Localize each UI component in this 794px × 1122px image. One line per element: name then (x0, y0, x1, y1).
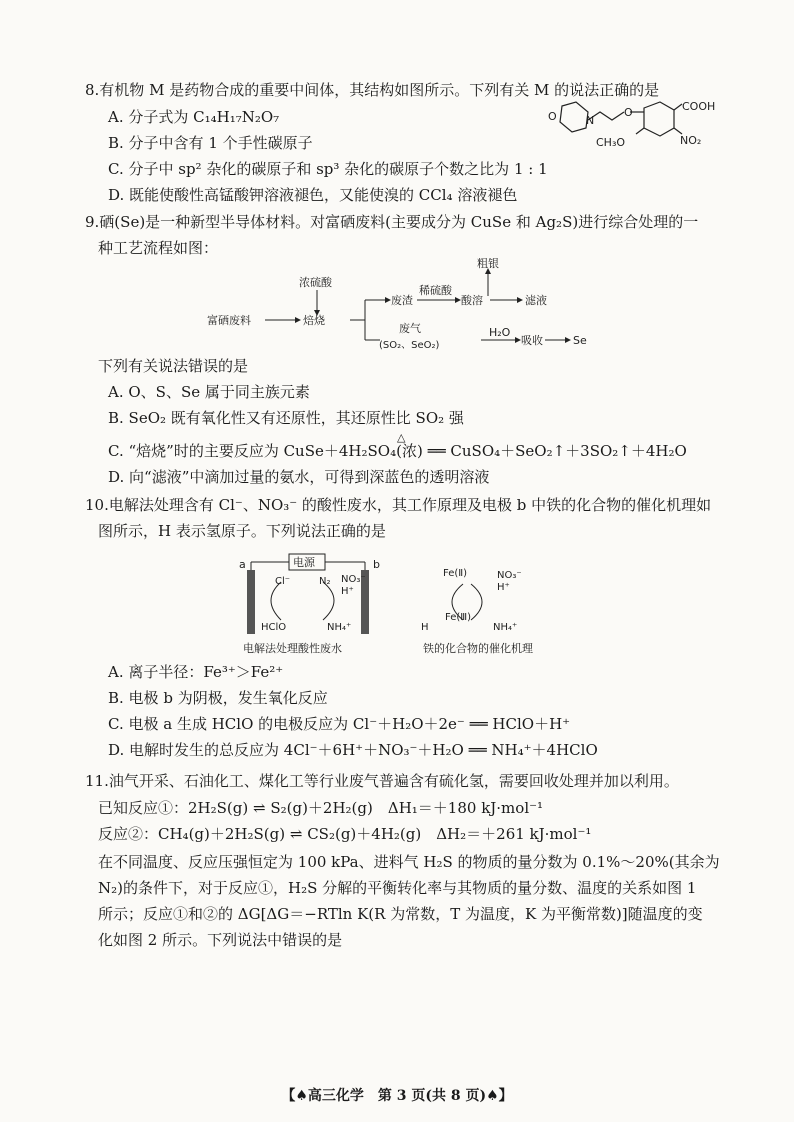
cat-nitrate-label: NO₃⁻ (497, 570, 522, 581)
q10-option-c: C. 电极 a 生成 HClO 的电极反应为 Cl⁻＋H₂O＋2e⁻ ══ HClO＋H⁺ (108, 715, 571, 733)
ammonium-label: NH₄⁺ (327, 622, 352, 633)
flow-dil-acid: 稀硫酸 (419, 284, 452, 297)
h-atom-label: H (421, 622, 429, 633)
flow-gas-composition: (SO₂、SeO₂) (379, 340, 440, 351)
cooh-label: COOH (682, 100, 716, 113)
q11-reaction-1: 已知反应①：2H₂S(g) ⇌ S₂(g)＋2H₂(g) ΔH₁＝＋180 kJ·mol⁻¹ (98, 799, 544, 817)
q10-option-d: D. 电解时发生的总反应为 4Cl⁻＋6H⁺＋NO₃⁻＋H₂O ══ NH₄⁺＋4HClO (108, 741, 598, 759)
q11-para-line2: N₂)的条件下，对于反应①，H₂S 分解的平衡转化率与其物质的量分数、温度的关系如图 1 (98, 879, 697, 897)
q10-stem-line1: 10.电解法处理含有 Cl⁻、NO₃⁻ 的酸性废水，其工作原理及电极 b 中铁的化合物的催化机理如 (85, 496, 712, 514)
electrode-a-label: a (239, 558, 246, 571)
structure-m-diagram (548, 98, 788, 160)
flow-residue: 废渣 (391, 294, 413, 307)
q9-process-flow (205, 258, 605, 358)
catalysis-caption: 铁的化合物的催化机理 (423, 642, 533, 655)
q11-para-line4: 化如图 2 所示。下列说法中错误的是 (98, 931, 343, 949)
q8-option-a: A. 分子式为 C₁₄H₁₇N₂O₇ (108, 108, 280, 126)
q10-electrolysis-diagram (235, 550, 585, 660)
flow-roast: 焙烧 (303, 314, 325, 327)
q11-stem: 11.油气开采、石油化工、煤化工等行业废气普遍含有硫化氢，需要回收处理并加以利用。 (85, 772, 679, 790)
q11-reaction-2: 反应②：CH₄(g)＋2H₂S(g) ⇌ CS₂(g)＋4H₂(g) ΔH₂＝＋261 kJ·mol⁻¹ (98, 825, 592, 843)
flow-selenium: Se (573, 334, 587, 347)
page-footer: 【♠高三化学 第 3 页(共 8 页)♠】 (281, 1088, 513, 1104)
cat-h-ion-label: H⁺ (497, 582, 510, 593)
electrolysis-caption: 电解法处理酸性废水 (243, 642, 342, 655)
power-source-label: 电源 (293, 556, 315, 569)
no2-label: NO₂ (680, 134, 702, 147)
h-ion-label: H⁺ (341, 586, 354, 597)
heat-symbol: △ (397, 431, 406, 444)
q11-para-line1: 在不同温度、反应压强恒定为 100 kPa、进料气 H₂S 的物质的量分数为 0.1%～20%(其余为 (98, 853, 720, 871)
flow-water: H₂O (489, 326, 511, 339)
q9-stem-line1: 9.硒(Se)是一种新型半导体材料。对富硒废料(主要成分为 CuSe 和 Ag₂S)进行综合处理的一 (85, 213, 699, 231)
ring-oxygen-label: O (548, 110, 557, 123)
flow-filtrate: 滤液 (525, 294, 547, 307)
electrode-b-label: b (373, 558, 380, 571)
q9-option-a: A. O、S、Se 属于同主族元素 (108, 383, 310, 401)
q11-para-line3: 所示；反应①和②的 ΔG[ΔG＝−RTln K(R 为常数，T 为温度，K 为平衡常数)]随温度的变 (98, 905, 703, 923)
n2-label: N₂ (319, 576, 331, 587)
flow-absorb: 吸收 (521, 334, 543, 347)
flow-crude-silver: 粗银 (477, 258, 499, 270)
flow-conc-acid: 浓硫酸 (299, 276, 332, 289)
fe2-label: Fe(Ⅱ) (443, 568, 468, 579)
nitrate-label: NO₃⁻ (341, 574, 366, 585)
q9-option-c: C. “焙烧”时的主要反应为 CuSe＋4H₂SO₄(浓) ══ CuSO₄＋SeO₂↑＋3SO₂↑＋4H₂O (108, 442, 687, 460)
q10-option-b: B. 电极 b 为阴极，发生氧化反应 (108, 689, 328, 707)
q9-ask: 下列有关说法错误的是 (98, 357, 249, 375)
hclo-label: HClO (261, 622, 287, 633)
q10-stem-line2: 图所示，H 表示氢原子。下列说法正确的是 (98, 522, 386, 540)
electrode-a (247, 570, 255, 634)
chloride-label: Cl⁻ (275, 576, 291, 587)
q10-option-a: A. 离子半径：Fe³⁺＞Fe²⁺ (108, 663, 284, 681)
q9-option-b: B. SeO₂ 既有氧化性又有还原性，其还原性比 SO₂ 强 (108, 409, 464, 427)
cat-ammonium-label: NH₄⁺ (493, 622, 518, 633)
fe3-label: Fe(Ⅲ) (445, 612, 472, 623)
q8-option-d: D. 既能使酸性高锰酸钾溶液褪色，又能使溴的 CCl₄ 溶液褪色 (108, 186, 518, 204)
flow-acid-leach: 酸溶 (461, 294, 483, 307)
q8-option-c: C. 分子中 sp² 杂化的碳原子和 sp³ 杂化的碳原子个数之比为 1 : 1 (108, 160, 548, 178)
q8-option-b: B. 分子中含有 1 个手性碳原子 (108, 134, 313, 152)
och3-label: CH₃O (596, 136, 626, 149)
q9-option-d: D. 向“滤液”中滴加过量的氨水，可得到深蓝色的透明溶液 (108, 468, 490, 486)
ether-oxygen-label: O (624, 106, 633, 119)
flow-feed: 富硒废料 (207, 314, 251, 327)
ring-nitrogen-label: N (586, 114, 595, 127)
q8-stem: 8.有机物 M 是药物合成的重要中间体，其结构如图所示。下列有关 M 的说法正确的是 (85, 81, 660, 99)
flow-waste-gas: 废气 (399, 322, 421, 335)
q9-stem-line2: 种工艺流程如图： (98, 239, 219, 257)
